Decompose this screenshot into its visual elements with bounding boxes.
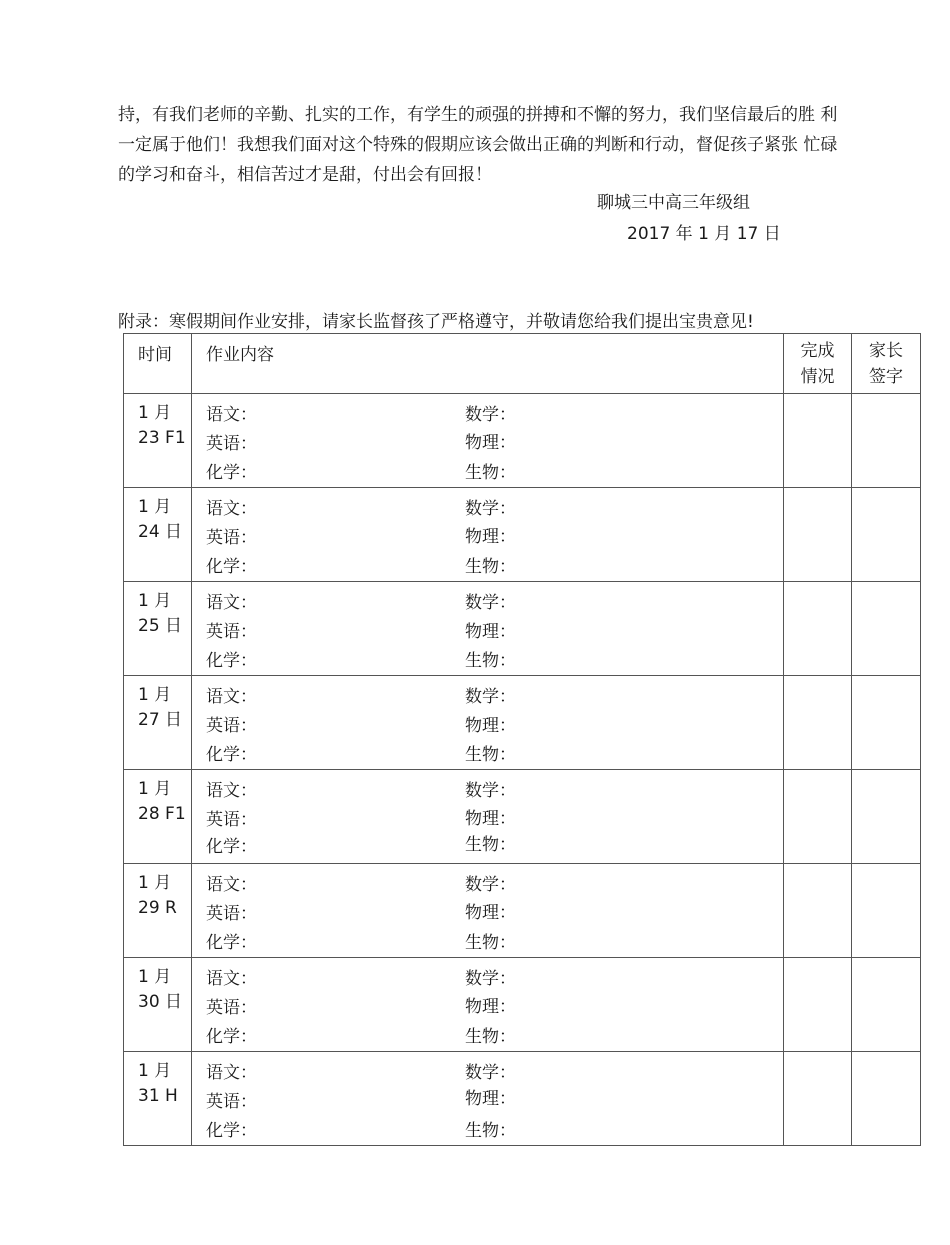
header-signature-line1: 家长 [869,341,903,361]
date-cell [124,394,192,488]
subject-math: 数学： [465,687,516,707]
date-day: 25 日 [138,616,183,636]
subject-biology: 生物： [465,651,516,671]
subject-biology: 生物： [465,557,516,577]
subject-chinese: 语文： [206,875,257,895]
subject-chinese: 语文： [206,781,257,801]
subject-chemistry: 化学： [206,557,257,577]
date-month: 1 月 [138,967,172,987]
homework-content-cell [192,676,784,770]
subject-physics: 物理： [465,527,516,547]
subject-physics: 物理： [465,716,516,736]
date-cell [124,1052,192,1146]
subject-chemistry: 化学： [206,745,257,765]
header-completion-line1: 完成 [800,341,835,361]
subject-biology: 生物： [465,835,516,855]
date-cell [124,864,192,958]
date-month: 1 月 [138,497,172,517]
homework-content-cell [192,770,784,864]
subject-chinese: 语文： [206,969,257,989]
homework-content-cell [192,864,784,958]
header-parent-signature [852,334,921,394]
date-cell [124,770,192,864]
table-row [124,958,921,1052]
subject-biology: 生物： [465,1121,516,1141]
date-month: 1 月 [138,779,172,799]
homework-content-cell [192,488,784,582]
homework-content-cell [192,394,784,488]
homework-content-cell [192,958,784,1052]
appendix-note: 附录：寒假期间作业安排，请家长监督孩了严格遵守，并敬请您给我们提出宝贵意见! [118,312,754,332]
subject-math: 数学： [465,1063,516,1083]
completion-status-cell[interactable] [784,958,852,1052]
completion-status-cell[interactable] [784,488,852,582]
subject-english: 英语： [206,810,257,830]
subject-physics: 物理： [465,622,516,642]
subject-english: 英语： [206,904,257,924]
paragraph-line: 的学习和奋斗，相信苦过才是甜，付出会有回报！ [118,165,492,185]
parent-signature-cell[interactable] [852,958,921,1052]
header-content: 作业内容 [192,334,784,394]
subject-english: 英语： [206,528,257,548]
subject-chemistry: 化学： [206,1121,257,1141]
date-month: 1 月 [138,1061,172,1081]
header-completion-line2: 情况 [800,367,835,387]
signature-organization: 聊城三中高三年级组 [597,193,750,213]
date-month: 1 月 [138,591,172,611]
subject-biology: 生物： [465,745,516,765]
header-completion [784,334,852,394]
header-time: 时间 [124,334,192,394]
subject-physics: 物理： [465,903,516,923]
date-day: 31 H [138,1086,178,1106]
table-row [124,676,921,770]
signature-date: 2017 年 1 月 17 日 [627,224,781,244]
subject-math: 数学： [465,969,516,989]
completion-status-cell[interactable] [784,394,852,488]
subject-math: 数学： [465,593,516,613]
subject-math: 数学： [465,499,516,519]
table-row [124,488,921,582]
header-signature-line2: 签字 [869,367,903,387]
date-day: 30 日 [138,992,183,1012]
subject-chemistry: 化学： [206,1027,257,1047]
table-row [124,1052,921,1146]
subject-chemistry: 化学： [206,651,257,671]
date-cell [124,958,192,1052]
subject-biology: 生物： [465,463,516,483]
date-month: 1 月 [138,873,172,893]
paragraph-line: 一定属于他们！我想我们面对这个特殊的假期应该会做出正确的判断和行动，督促孩子紧张 忙碌 [118,135,838,155]
letter-paragraph [118,100,924,190]
table-row [124,770,921,864]
parent-signature-cell[interactable] [852,770,921,864]
paragraph-line: 持，有我们老师的辛勤、扎实的工作，有学生的顽强的拼搏和不懈的努力，我们坚信最后的胜 利 [118,105,838,125]
date-day: 23 F1 [138,428,186,448]
date-cell [124,582,192,676]
table-header-row [124,334,921,394]
parent-signature-cell[interactable] [852,394,921,488]
subject-english: 英语： [206,998,257,1018]
date-day: 28 F1 [138,804,186,824]
subject-chinese: 语文： [206,405,257,425]
subject-biology: 生物： [465,1027,516,1047]
date-month: 1 月 [138,403,172,423]
homework-content-cell [192,1052,784,1146]
subject-english: 英语： [206,622,257,642]
parent-signature-cell[interactable] [852,864,921,958]
table-row [124,582,921,676]
table-body [124,394,921,1146]
subject-math: 数学： [465,875,516,895]
completion-status-cell[interactable] [784,582,852,676]
completion-status-cell[interactable] [784,864,852,958]
date-cell [124,488,192,582]
subject-chinese: 语文： [206,1063,257,1083]
subject-biology: 生物： [465,933,516,953]
completion-status-cell[interactable] [784,1052,852,1146]
parent-signature-cell[interactable] [852,488,921,582]
subject-physics: 物理： [465,433,516,453]
subject-chemistry: 化学： [206,837,257,857]
date-day: 27 日 [138,710,183,730]
date-day: 29 R [138,898,177,918]
completion-status-cell[interactable] [784,770,852,864]
homework-table [123,333,921,1146]
completion-status-cell[interactable] [784,676,852,770]
subject-chemistry: 化学： [206,463,257,483]
date-month: 1 月 [138,685,172,705]
subject-chemistry: 化学： [206,933,257,953]
subject-physics: 物理： [465,1089,516,1109]
table-row [124,864,921,958]
subject-english: 英语： [206,716,257,736]
parent-signature-cell[interactable] [852,582,921,676]
date-cell [124,676,192,770]
subject-physics: 物理： [465,997,516,1017]
subject-chinese: 语文： [206,499,257,519]
subject-english: 英语： [206,434,257,454]
subject-physics: 物理： [465,809,516,829]
subject-chinese: 语文： [206,687,257,707]
table-row [124,394,921,488]
parent-signature-cell[interactable] [852,676,921,770]
date-day: 24 日 [138,522,183,542]
parent-signature-cell[interactable] [852,1052,921,1146]
homework-content-cell [192,582,784,676]
subject-math: 数学： [465,405,516,425]
subject-math: 数学： [465,781,516,801]
subject-english: 英语： [206,1092,257,1112]
subject-chinese: 语文： [206,593,257,613]
